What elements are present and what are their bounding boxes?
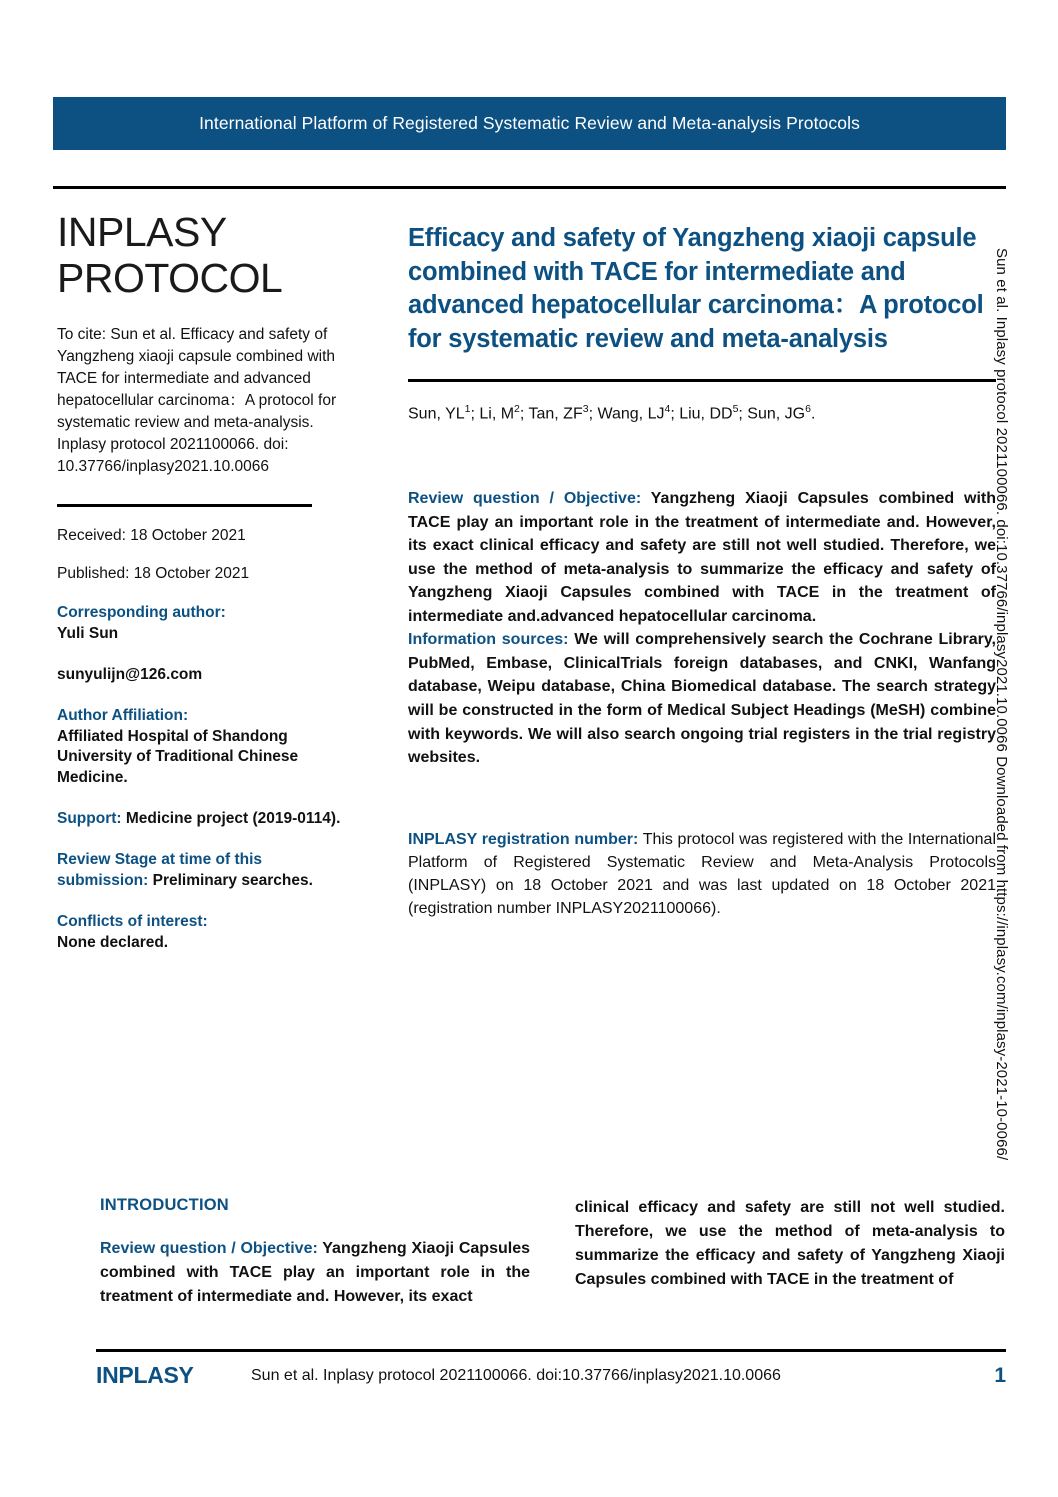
review-question-label: Review question / Objective:	[408, 490, 642, 508]
support-label: Support:	[57, 810, 122, 828]
information-sources-label: Information sources:	[408, 631, 569, 649]
sidebar	[57, 210, 357, 974]
review-stage-block	[57, 850, 357, 892]
review-stage-value: Preliminary searches.	[148, 872, 313, 890]
footer-brand: INPLASY	[96, 1362, 194, 1388]
introduction-paragraph-right: clinical efficacy and safety are still not well studied. Therefore, we use the method of meta-analysis to summarize the efficacy and safety of Yangzheng Xiaoji Capsules combined with TACE in the treatment of	[575, 1199, 1005, 1288]
corresponding-author-block	[57, 603, 357, 645]
registration-paragraph	[408, 828, 996, 921]
corresponding-author-label: Corresponding author:	[57, 603, 226, 621]
footer-citation: Sun et al. Inplasy protocol 2021100066. doi:10.37766/inplasy2021.10.0066	[251, 1366, 781, 1384]
inplasy-logo	[57, 210, 357, 302]
author-affiliation-value: Affiliated Hospital of Shandong University of Traditional Chinese Medicine.	[57, 727, 299, 787]
brand-line-2: PROTOCOL	[57, 254, 283, 301]
corresponding-email-block	[57, 665, 357, 686]
page-footer	[96, 1362, 1006, 1389]
brand-line-1: INPLASY	[57, 209, 227, 255]
corresponding-author-name: Yuli Sun	[57, 624, 119, 642]
introduction-review-question-label: Review question / Objective:	[100, 1240, 318, 1257]
author-affiliation-block	[57, 706, 357, 790]
section-heading-introduction: INTRODUCTION	[100, 1196, 229, 1214]
information-sources-text: We will comprehensively search the Cochrane Library, PubMed, Embase, ClinicalTrials foreign databases, and CNKI, Wanfang database, Weipu database, China Biomedical database. The search strategy will be constructed in the form of Medical Subject Headings (MeSH) combine with keywords. We will also search ongoing trial registers in the trial registry websites.	[408, 631, 996, 767]
review-stage-label: Review Stage at time of this submission:	[57, 851, 262, 890]
footer-divider	[96, 1349, 1006, 1352]
conflicts-value: None declared.	[57, 933, 169, 951]
review-question-paragraph	[408, 487, 996, 628]
article-header	[408, 222, 996, 920]
introduction-review-question-text: Yangzheng Xiaoji Capsules combined with TACE play an important role in the treatment of intermediate and. However, its exact	[100, 1240, 530, 1305]
sidebar-divider	[57, 504, 312, 507]
footer-page-number: 1	[994, 1363, 1006, 1387]
received-date: Received: 18 October 2021	[57, 526, 246, 544]
corresponding-email[interactable]: sunyulijn@126.com	[57, 665, 203, 683]
author-affiliation-label: Author Affiliation:	[57, 706, 189, 724]
conflicts-block	[57, 912, 357, 954]
registration-label: INPLASY registration number:	[408, 830, 639, 848]
banner-title: International Platform of Registered Systematic Review and Meta-analysis Protocols	[199, 113, 860, 133]
information-sources-paragraph	[408, 628, 996, 769]
citation-block: To cite: Sun et al. Efficacy and safety of Yangzheng xiaoji capsule combined with TACE for intermediate and advanced hepatocellular carcinoma：A protocol for systematic review and meta-analysis. Inplasy protocol 2021100066. doi: 10.37766/inplasy2021.10.0066	[57, 325, 337, 475]
introduction-section	[100, 1196, 1006, 1309]
vertical-download-note: Sun et al. Inplasy protocol 2021100066. doi:10.37766/inplasy2021.10.0066 Downloaded from https://inplasy.com/inplasy-2021-10-0066/	[993, 248, 1010, 1161]
introduction-paragraph-left	[100, 1237, 530, 1309]
support-value: Medicine project (2019-0114).	[121, 810, 341, 828]
registration-text: This protocol was registered with the International Platform of Registered Systematic Review and Meta-Analysis Protocols (INPLASY) on 18 October 2021 and was last updated on 18 October 2021 (registration number INPLASY2021100066).	[408, 830, 996, 918]
conflicts-label: Conflicts of interest:	[57, 913, 208, 931]
introduction-column-left	[100, 1196, 530, 1309]
header-divider	[53, 186, 1006, 189]
review-question-text: Yangzheng Xiaoji Capsules combined with TACE play an important role in the treatment of intermediate and. However, its exact clinical efficacy and safety are still not well studied. Therefore, we use the method of meta-analysis to summarize the efficacy and safety of Yangzheng Xiaoji Capsules combined with TACE in the treatment of intermediate and.advanced hepatocellular carcinoma.	[408, 490, 997, 625]
page-title: Efficacy and safety of Yangzheng xiaoji capsule combined with TACE for intermediate and advanced hepatocellular carcinoma：A protocol for systematic review and meta-analysis	[408, 224, 984, 353]
author-list: Sun, $YL^1$; Li, $M^2$; Tan, $ZF^3$; Wang, $LJ^4$; Liu, $DD^5$; Sun, $JG^6$.	[408, 402, 816, 422]
support-block	[57, 809, 357, 830]
published-date: Published: 18 October 2021	[57, 564, 250, 582]
journal-banner	[53, 97, 1006, 150]
introduction-column-right	[575, 1196, 1005, 1309]
publication-dates	[57, 527, 357, 583]
title-divider	[408, 379, 996, 382]
